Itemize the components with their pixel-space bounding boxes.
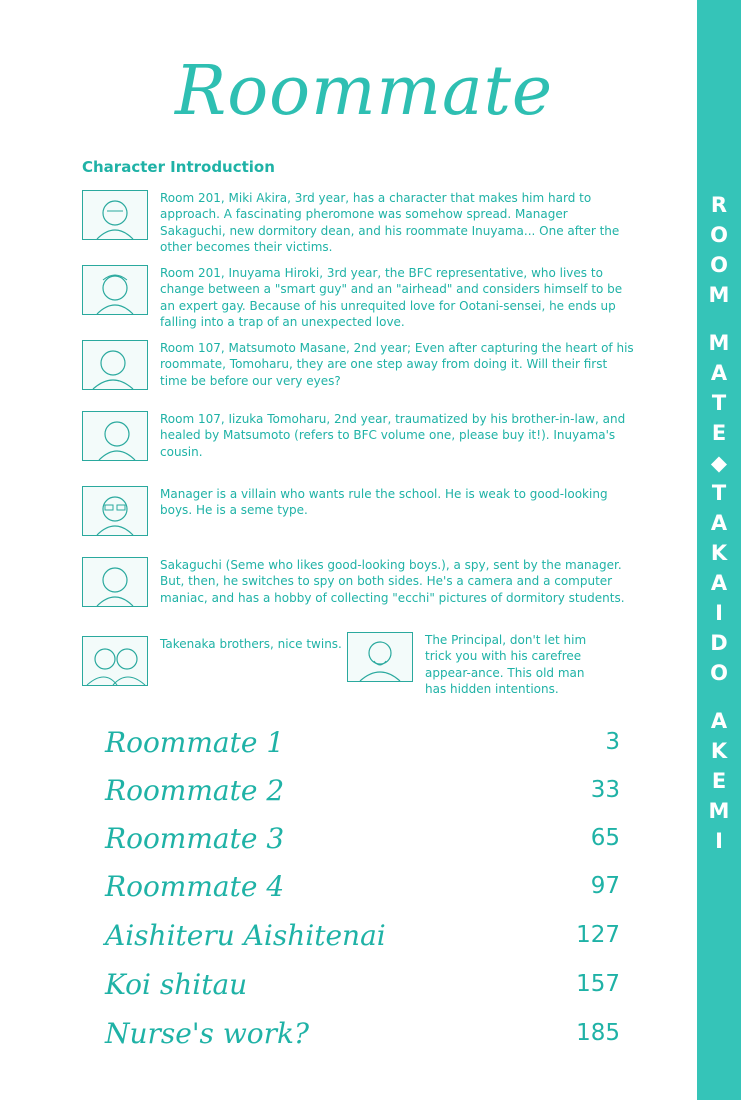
strip-letter: A (710, 709, 728, 733)
toc-page-number: 157 (576, 971, 620, 997)
toc-entry (105, 864, 620, 908)
character-description: Room 201, Inuyama Hiroki, 3rd year, the BFC representative, who lives to change between a "smart guy" and an "airhead" and considers himself to be an expert gay. Because of his unrequited love for Ootani-sensei, he ends up falling into a trap of an unexpected love. (160, 266, 623, 330)
toc-title: Roommate 2 (105, 773, 285, 807)
toc-title: Koi shitau (105, 967, 248, 1001)
side-strip-text (697, 190, 741, 856)
portrait-image (347, 632, 413, 682)
character-entry (82, 411, 636, 461)
character-entry (82, 265, 636, 331)
character-description: The Principal, don't let him trick you with his carefree appear-ance. This old man has hidden intentions. (425, 633, 587, 697)
toc-page-number: 65 (590, 825, 620, 851)
portrait-image (82, 486, 148, 536)
strip-letter: K (710, 541, 728, 565)
toc-title: Aishiteru Aishitenai (105, 918, 386, 952)
portrait-image (82, 265, 148, 315)
page-title: Roommate (175, 52, 554, 131)
toc-entry (105, 816, 620, 860)
character-description: Takenaka brothers, nice twins. (160, 637, 342, 651)
toc-entry (105, 1011, 620, 1055)
character-entry (82, 340, 636, 390)
strip-letter: E (711, 421, 727, 445)
character-description: Room 107, Matsumoto Masane, 2nd year; Even after capturing the heart of his roommate, Tomoharu, they are one step away from doing it. Will their first time be before our very eyes? (160, 341, 634, 388)
strip-letter: K (710, 739, 728, 763)
strip-letter: I (715, 601, 723, 625)
character-entry (82, 486, 636, 536)
strip-letter: M (708, 283, 730, 307)
character-description: Room 107, Iizuka Tomoharu, 2nd year, traumatized by his brother-in-law, and healed by Matsumoto (refers to BFC volume one, please buy it!). Inuyama's cousin. (160, 412, 626, 459)
strip-letter: I (715, 829, 723, 853)
strip-letter: A (710, 571, 728, 595)
portrait-image (82, 557, 148, 607)
toc-entry (105, 720, 620, 764)
strip-letter: R (710, 193, 728, 217)
character-entry (347, 632, 595, 698)
toc-entry (105, 913, 620, 957)
toc-title: Nurse's work? (105, 1016, 310, 1050)
strip-letter: O (710, 223, 728, 247)
toc-title: Roommate 3 (105, 821, 285, 855)
strip-letter: E (711, 769, 727, 793)
character-description: Room 201, Miki Akira, 3rd year, has a character that makes him hard to approach. A fascinating pheromone was somehow spread. Manager Sakaguchi, new dormitory dean, and his roommate Inuyama... One after the other becomes their victims. (160, 191, 620, 255)
character-description: Sakaguchi (Seme who likes good-looking boys.), a spy, sent by the manager. But, then, he switches to spy on both sides. He's a camera and a computer maniac, and has a hobby of collecting "ecchi" pictures of dormitory students. (160, 558, 625, 605)
strip-letter: O (710, 253, 728, 277)
diamond-icon: ◆ (710, 451, 728, 475)
strip-letter: M (708, 331, 730, 355)
toc-page-number: 3 (605, 729, 620, 755)
strip-letter: T (711, 391, 727, 415)
character-entry (82, 557, 636, 607)
character-entry (82, 190, 636, 256)
toc-page-number: 127 (576, 922, 620, 948)
toc-page-number: 97 (590, 873, 620, 899)
toc-title: Roommate 1 (105, 725, 285, 759)
strip-letter: O (710, 661, 728, 685)
toc-entry (105, 962, 620, 1006)
toc-page-number: 33 (590, 777, 620, 803)
character-description: Manager is a villain who wants rule the school. He is weak to good-looking boys. He is a seme type. (160, 487, 608, 518)
portrait-image (82, 190, 148, 240)
toc-page-number: 185 (576, 1020, 620, 1046)
portrait-image (82, 411, 148, 461)
strip-letter: D (710, 631, 728, 655)
strip-letter: T (711, 481, 727, 505)
strip-letter: M (708, 799, 730, 823)
character-entry (82, 636, 360, 686)
portrait-image (82, 340, 148, 390)
portrait-image (82, 636, 148, 686)
section-heading: Character Introduction (82, 158, 275, 176)
toc-entry (105, 768, 620, 812)
toc-title: Roommate 4 (105, 869, 285, 903)
strip-letter: A (710, 361, 728, 385)
strip-letter: A (710, 511, 728, 535)
